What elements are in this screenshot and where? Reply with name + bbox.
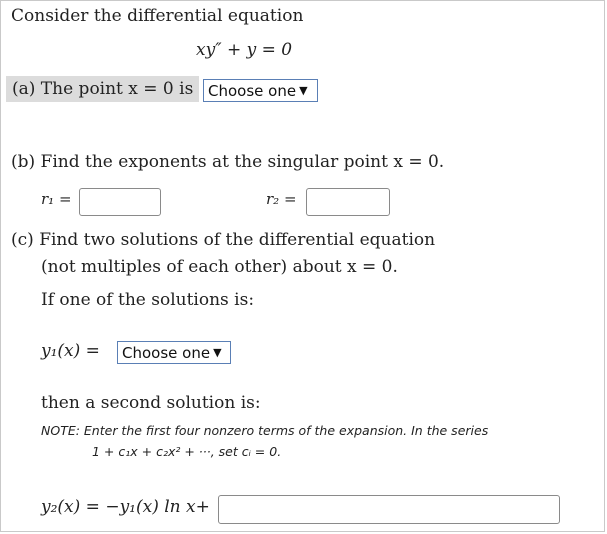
differential-equation: xy″ + y = 0 [196,40,293,60]
y1-label: y₁(x) = [41,341,100,361]
r2-label: r₂ = [266,190,297,208]
note-line1: NOTE: Enter the first four nonzero terms of the expansion. In the series [41,423,489,438]
note-line2: 1 + c₁x + c₂x² + ···, set cᵢ = 0. [92,444,282,459]
y2-series-input[interactable] [218,495,560,524]
part-b-label: (b) Find the exponents at the singular point x = 0. [11,152,445,172]
part-c-line2: (not multiples of each other) about x = 0. [41,257,398,277]
part-c-line1: (c) Find two solutions of the differential equation [11,230,436,250]
triangle-down-icon: ▼ [213,346,222,359]
point-type-select[interactable] [203,79,318,102]
intro-text: Consider the differential equation [11,6,304,26]
triangle-down-icon: ▼ [299,84,308,97]
r2-input[interactable] [306,188,390,216]
r1-label: r₁ = [41,190,72,208]
part-a-label: (a) The point x = 0 is [6,76,199,102]
y1-solution-select-value: Choose one [122,343,211,362]
y2-label: y₂(x) = −y₁(x) ln x+ [41,497,210,517]
y1-solution-select[interactable] [117,341,231,364]
part-c-line3: If one of the solutions is: [41,290,255,310]
point-type-select-value: Choose one [208,81,297,100]
r1-input[interactable] [79,188,161,216]
then-text: then a second solution is: [41,393,261,413]
